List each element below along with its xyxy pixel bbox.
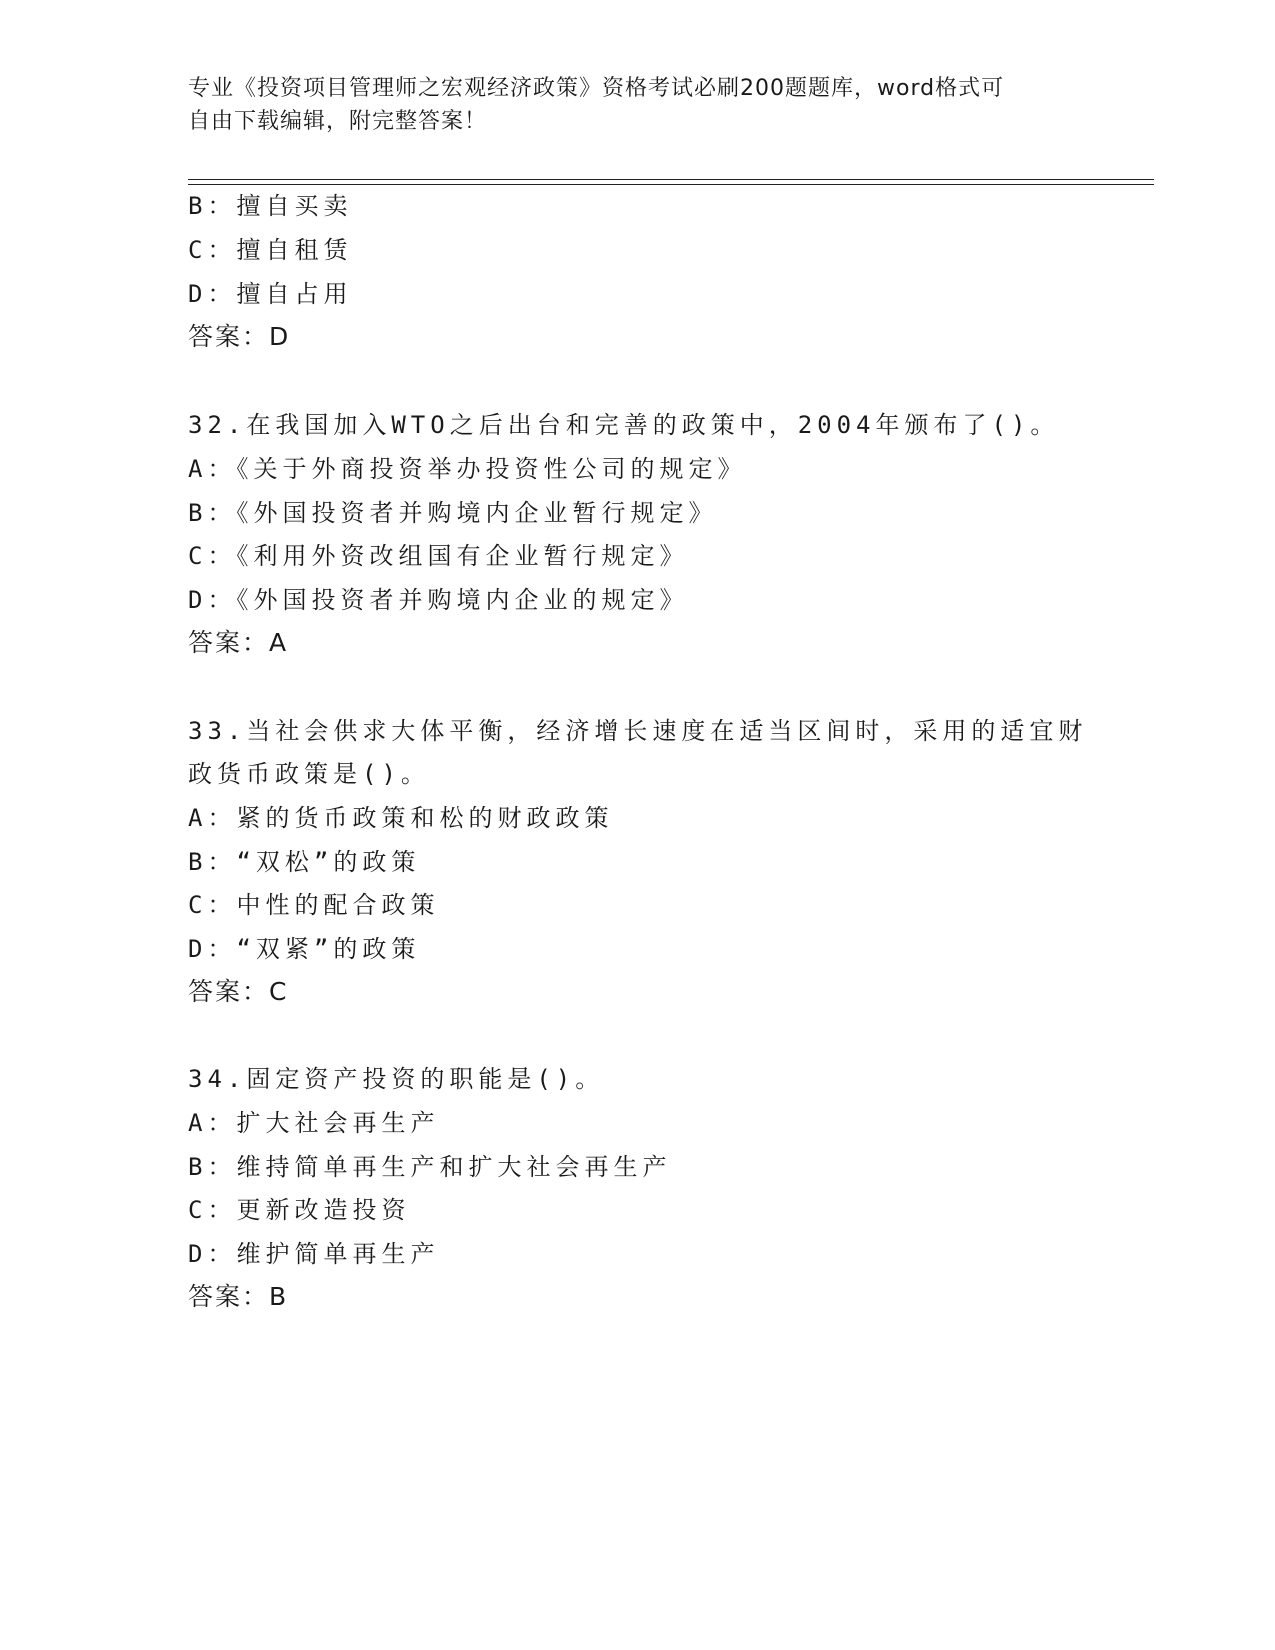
q34-option-a: A：扩大社会再生产 [188,1109,440,1137]
q33-option-c: C：中性的配合政策 [188,891,440,919]
q33-option-d: D：“双紧”的政策 [188,935,421,963]
q34-stem: 34.固定资产投资的职能是()。 [188,1065,605,1093]
header-line-2: 自由下载编辑，附完整答案！ [188,109,488,134]
q32-option-c: C：《利用外资改组国有企业暂行规定》 [188,542,689,570]
q34-option-d: D：维护简单再生产 [188,1240,440,1268]
prev-answer: 答案：D [188,322,291,351]
q34-answer: 答案：B [188,1282,289,1311]
q32-option-d: D：《外国投资者并购境内企业的规定》 [188,586,689,614]
document-header [188,72,1068,138]
q32-option-a: A：《关于外商投资举办投资性公司的规定》 [188,455,747,483]
q32-answer: 答案：A [188,628,289,657]
q32-stem: 32.在我国加入WTO之后出台和完善的政策中，2004年颁布了()。 [188,411,1060,439]
header-line-1: 专业《投资项目管理师之宏观经济政策》资格考试必刷200题题库，word格式可 [188,76,1005,101]
q33-option-a: A：紧的货币政策和松的财政政策 [188,804,614,832]
q33-answer: 答案：C [188,977,289,1006]
q34-option-b: B：维持简单再生产和扩大社会再生产 [188,1153,672,1181]
q33-option-b: B：“双松”的政策 [188,848,421,876]
q34-option-c: C：更新改造投资 [188,1196,411,1224]
q33-stem-line-2: 政货币政策是()。 [188,760,430,788]
header-rule-bottom [188,184,1154,185]
header-rule-top [188,179,1154,180]
q33-stem-line-1: 33.当社会供求大体平衡，经济增长速度在适当区间时，采用的适宜财 [188,717,1088,745]
prev-option-d: D：擅自占用 [188,280,353,308]
q32-option-b: B：《外国投资者并购境内企业暂行规定》 [188,499,718,527]
prev-option-b: B：擅自买卖 [188,192,353,220]
prev-option-c: C：擅自租赁 [188,236,353,264]
